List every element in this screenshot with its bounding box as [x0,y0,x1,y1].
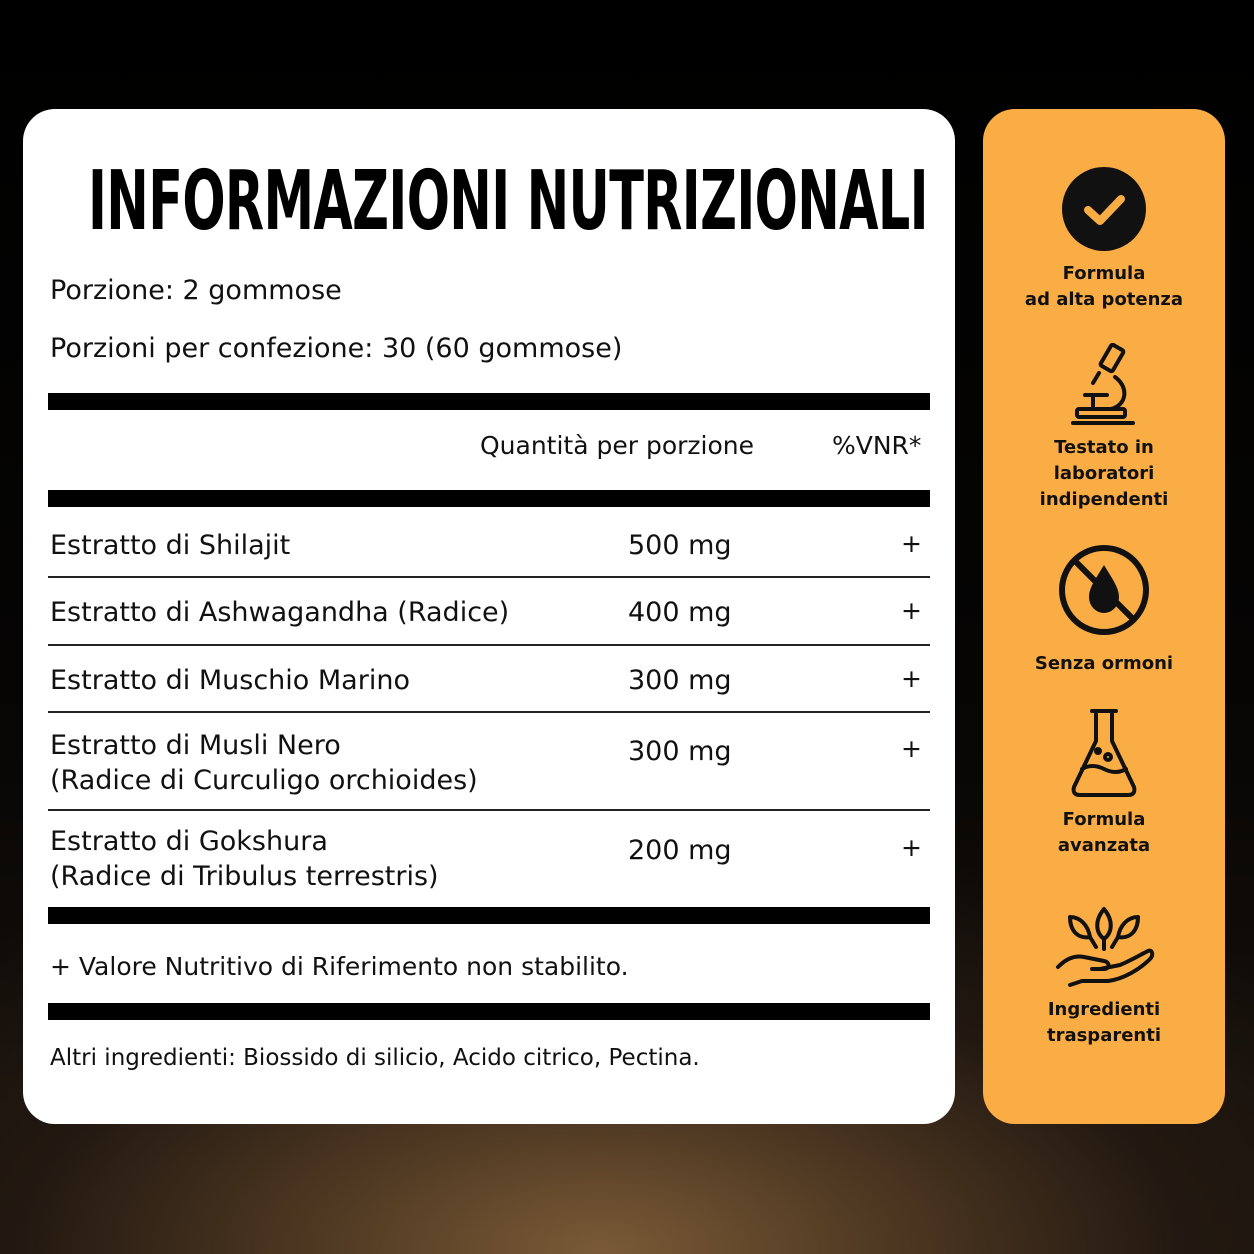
badge-high-potency [983,165,1225,313]
badge-transparent-ingredients [983,901,1225,1049]
row-divider [48,809,930,811]
badge-no-hormones [983,543,1225,677]
check-circle-icon [1060,165,1148,253]
features-panel [983,109,1225,1124]
microscope-icon [1071,343,1137,427]
ingredient-vnr: + [901,664,922,693]
row-divider [48,711,930,713]
row-divider [48,644,930,646]
divider-bar [48,490,930,507]
header-amount: Quantità per porzione [480,431,755,460]
badge-lab-tested [983,343,1225,513]
ingredient-amount: 400 mg [628,597,732,628]
badge-label: Formula avanzata [1057,809,1151,856]
ingredient-name: Estratto di Muschio Marino [50,665,410,696]
vnr-footnote: + Valore Nutritivo di Riferimento non stabilito. [50,952,629,981]
header-vnr: %VNR* [832,431,922,460]
nutrition-card [23,109,955,1124]
ingredient-name: Estratto di Shilajit [50,530,291,561]
ingredient-vnr: + [901,833,922,862]
divider-bar [48,1003,930,1020]
ingredient-source: (Radice di Curculigo orchioides) [50,765,478,796]
badge-label: Testato in laboratori indipendenti [1039,437,1169,510]
ingredient-name: Estratto di Gokshura [50,826,328,857]
badge-label: Formula ad alta potenza [1024,263,1184,310]
serving-size: Porzione: 2 gommose [50,275,342,306]
flask-icon [1068,707,1140,799]
ingredient-amount: 200 mg [628,835,732,866]
ingredient-name: Estratto di Musli Nero [50,730,341,761]
ingredient-amount: 300 mg [628,665,732,696]
servings-per-pack: Porzioni per confezione: 30 (60 gommose) [50,333,623,364]
row-divider [48,576,930,578]
page-title: INFORMAZIONI NUTRIZIONALI [88,154,928,249]
ingredient-vnr: + [901,529,922,558]
badge-advanced-formula [983,707,1225,859]
ingredient-vnr: + [901,596,922,625]
divider-bar [48,393,930,410]
ingredient-source: (Radice di Tribulus terrestris) [50,861,439,892]
hand-leaves-icon [1052,901,1156,989]
badge-label: Senza ormoni [1034,653,1174,674]
ingredient-amount: 500 mg [628,530,732,561]
no-hormones-icon [1057,543,1151,637]
divider-bar [48,907,930,924]
ingredient-name: Estratto di Ashwagandha (Radice) [50,597,510,628]
ingredient-amount: 300 mg [628,736,732,767]
badge-label: Ingredienti trasparenti [1046,999,1162,1046]
other-ingredients: Altri ingredienti: Biossido di silicio, Acido citrico, Pectina. [50,1045,700,1071]
ingredient-vnr: + [901,734,922,763]
